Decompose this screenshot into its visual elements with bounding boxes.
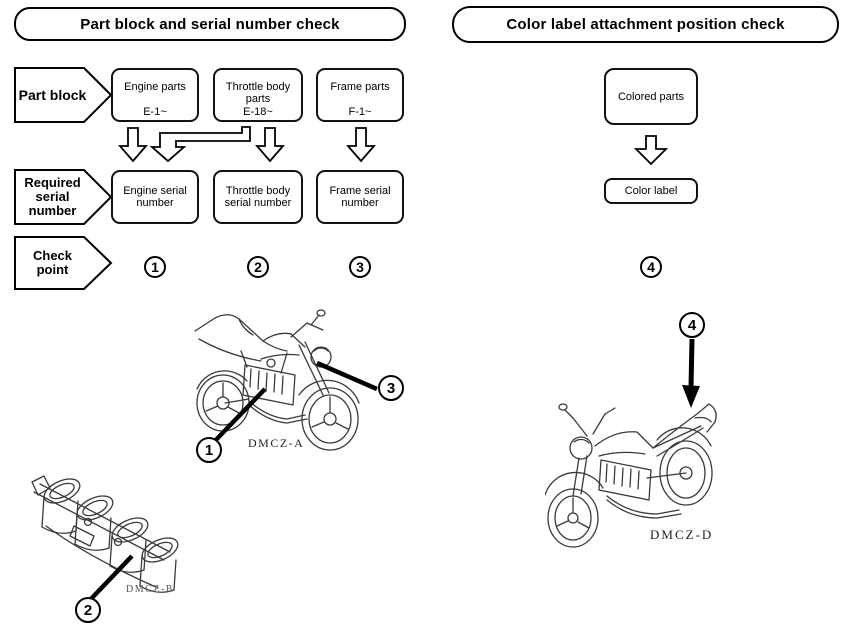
check-point-number: 3 (356, 259, 364, 275)
right-panel-title (452, 6, 839, 43)
motorcycle-color-label-drawing (545, 330, 720, 558)
part-block-code: F-1~ (348, 106, 372, 118)
serial-box-text: Engine serial number (123, 185, 187, 209)
down-arrow-icon (636, 136, 666, 164)
callout-arrowhead-4 (682, 385, 700, 408)
part-block-code: E-1~ (143, 106, 167, 118)
color-label-box (604, 178, 698, 204)
row-label-check-point (14, 236, 114, 290)
color-label-text: Color label (624, 185, 678, 197)
check-point-number: 4 (647, 259, 655, 275)
callout-2-badge (75, 597, 101, 623)
serial-box-frame (316, 170, 404, 224)
left-panel-title (14, 7, 406, 41)
part-block-label: Frame parts (330, 81, 390, 93)
figure-caption-dmcz-b: DMCZ-B (126, 584, 174, 595)
flow-arrows (100, 126, 420, 164)
callout-line-4 (691, 339, 692, 388)
down-arrow-icon (257, 128, 283, 161)
check-point-2-badge (247, 256, 269, 278)
right-panel-title-text: Color label attachment position check (506, 16, 785, 33)
left-panel-title-text: Part block and serial number check (80, 15, 340, 33)
check-point-1-badge (144, 256, 166, 278)
down-arrow-icon (348, 128, 374, 161)
check-point-4-badge (640, 256, 662, 278)
serial-box-text: Frame serial number (329, 185, 391, 209)
callout-number: 1 (204, 441, 214, 459)
motorcycle-serial-drawing (183, 303, 398, 455)
serial-box-text: Throttle body serial number (224, 185, 292, 209)
callout-1-badge (196, 437, 222, 463)
callout-3-badge (378, 375, 404, 401)
throttle-body-drawing (10, 470, 190, 620)
row-label-text: Part block (18, 87, 87, 103)
part-block-throttle-body-parts (213, 68, 303, 122)
down-arrow-icon (120, 128, 146, 161)
row-label-text: Required serial number (24, 175, 81, 218)
check-point-3-badge (349, 256, 371, 278)
part-block-engine-parts (111, 68, 199, 122)
color-flow-arrow (630, 135, 672, 166)
colored-parts-text: Colored parts (617, 90, 685, 103)
serial-box-engine (111, 170, 199, 224)
colored-parts-box (604, 68, 698, 125)
figure-caption-dmcz-d: DMCZ-D (650, 527, 714, 542)
row-label-part-block (14, 67, 114, 123)
callout-number: 2 (83, 601, 93, 619)
callout-number: 3 (386, 379, 396, 397)
figure-caption-dmcz-a: DMCZ-A (248, 436, 305, 450)
part-block-frame-parts (316, 68, 404, 122)
row-label-text: Check point (32, 248, 73, 277)
serial-box-throttle-body (213, 170, 303, 224)
part-block-label: Engine parts (124, 81, 186, 93)
part-block-label: Throttle body parts (225, 81, 291, 105)
check-point-number: 1 (151, 259, 159, 275)
check-point-number: 2 (254, 259, 262, 275)
callout-number: 4 (687, 316, 697, 334)
part-block-code: E-18~ (243, 106, 273, 118)
row-label-required-serial-number (14, 169, 114, 225)
bent-arrow-icon (152, 127, 250, 161)
callout-4-badge (679, 312, 705, 338)
